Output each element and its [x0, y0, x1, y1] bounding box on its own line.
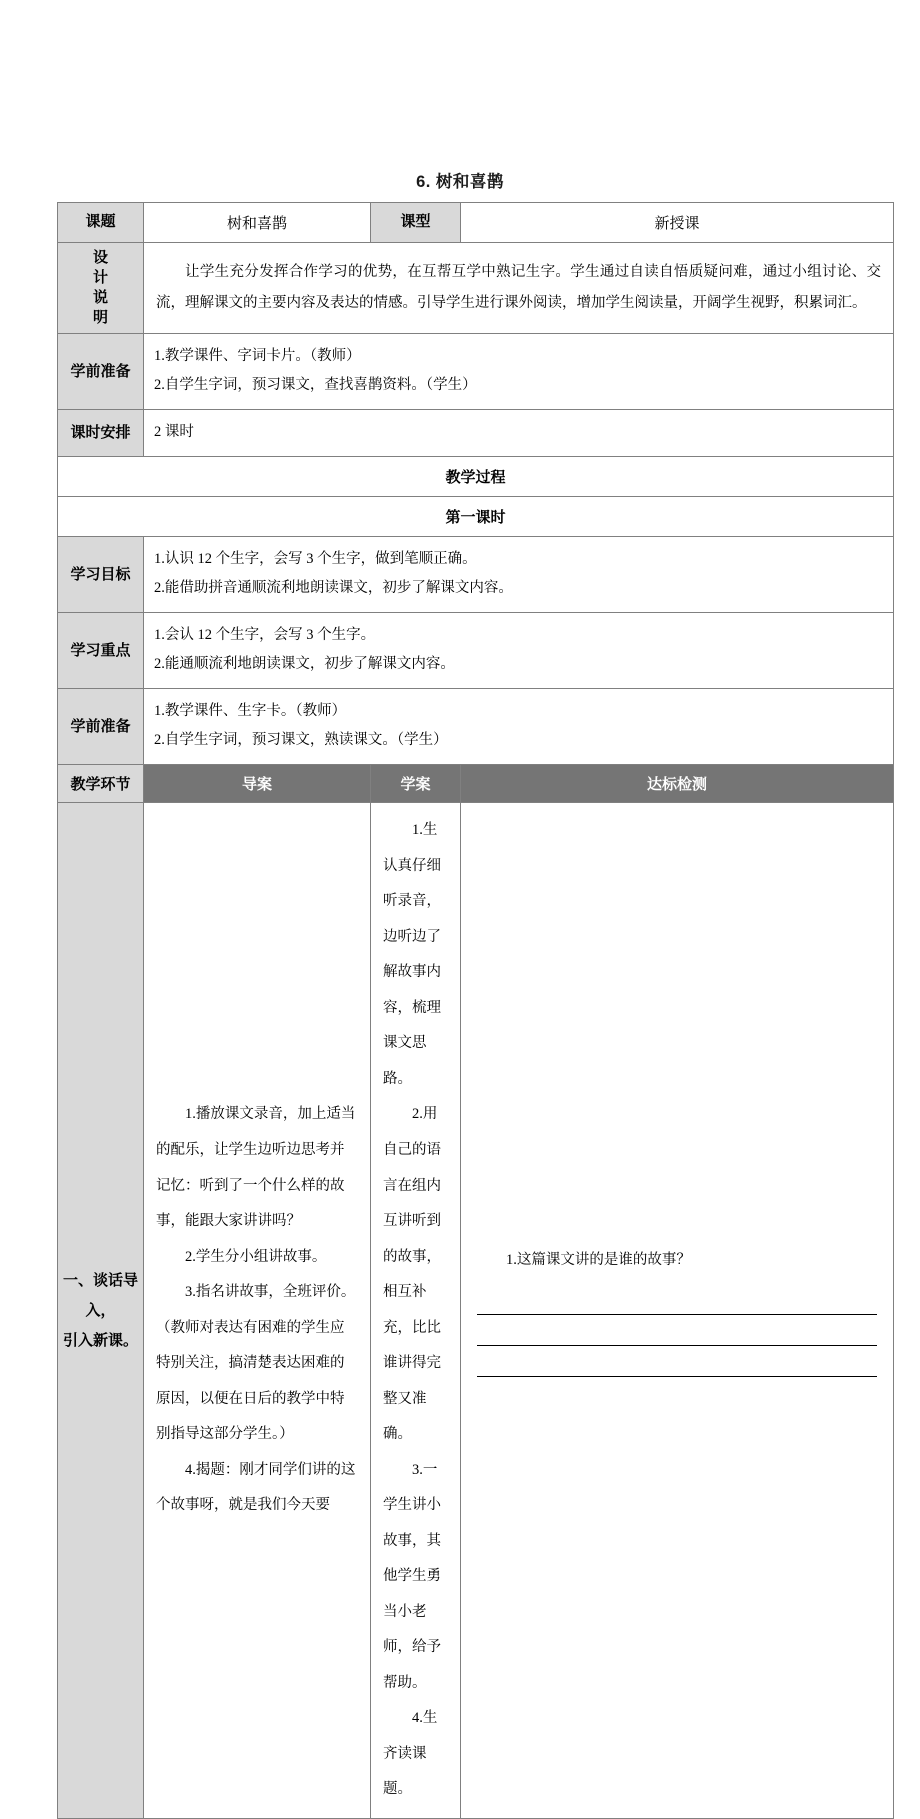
- design-label-char-1: 设: [92, 248, 108, 266]
- schedule-label: 课时安排: [58, 410, 144, 457]
- study-paragraph-3: 3.一学生讲小故事，其他学生勇当小老师，给予帮助。: [383, 1461, 441, 1691]
- guide-paragraph-2: 2.学生分小组讲故事。: [185, 1248, 327, 1265]
- focus-items-cell: [144, 613, 894, 689]
- stage-one-label: [58, 803, 144, 1818]
- table-row-schedule: [58, 410, 894, 457]
- focus-item-2: 2.能通顺流利地朗读课文，初步了解课文内容。: [154, 656, 455, 673]
- prepare-item-2: 2.自学生字词，预习课文，查找喜鹊资料。（学生）: [154, 377, 477, 394]
- schedule-value-cell: [144, 410, 894, 457]
- period-prepare-item-2: 2.自学生字词，预习课文，熟读课文。（学生）: [154, 732, 448, 749]
- guide-paragraph-5: 4.揭题：刚才同学们讲的这个故事呀，就是我们今天要: [156, 1461, 356, 1514]
- stage-one-label-line-2: 引入新课。: [62, 1331, 138, 1349]
- process-section-title: 教学过程: [58, 457, 894, 497]
- column-header-study: 学案: [371, 765, 461, 803]
- design-description-cell: [144, 243, 894, 334]
- focus-item-1: 1.会认 12 个生字，会写 3 个生字。: [154, 627, 376, 644]
- table-row-period-prepare: [58, 689, 894, 765]
- study-paragraph-2: 2.用自己的语言在组内互讲听到的故事，相互补充，比比谁讲得完整又准确。: [383, 1106, 441, 1443]
- lesson-type-value: 新授课: [461, 203, 894, 243]
- answer-line-1[interactable]: [477, 1284, 877, 1315]
- lesson-type-label: 课型: [371, 203, 461, 243]
- period-title: 第一课时: [58, 497, 894, 537]
- prepare-items-cell: [144, 334, 894, 410]
- study-paragraph-4: 4.生齐读课题。: [383, 1710, 438, 1798]
- page-title: 6. 树和喜鹊: [416, 173, 504, 191]
- table-row-period-title: [58, 497, 894, 537]
- stage-one-guide-cell: [144, 803, 371, 1818]
- objective-label: 学习目标: [58, 537, 144, 613]
- stage-one-test-cell: [461, 803, 894, 1818]
- study-paragraph-1: 1.生认真仔细听录音，边听边了解故事内容，梳理课文思路。: [383, 822, 441, 1087]
- table-row-focus: [58, 613, 894, 689]
- column-header-stage: 教学环节: [58, 765, 144, 803]
- table-row-prepare: [58, 334, 894, 410]
- period-prepare-item-1: 1.教学课件、生字卡。（教师）: [154, 703, 347, 720]
- prepare-item-1: 1.教学课件、字词卡片。（教师）: [154, 348, 361, 365]
- topic-value: 树和喜鹊: [144, 203, 371, 243]
- period-prepare-items-cell: [144, 689, 894, 765]
- column-header-test: 达标检测: [461, 765, 894, 803]
- period-prepare-label: 学前准备: [58, 689, 144, 765]
- answer-line-2[interactable]: [477, 1315, 877, 1346]
- table-row-stage-one: [58, 803, 894, 1818]
- table-row-design: [58, 243, 894, 334]
- test-question-1: 1.这篇课文讲的是谁的故事？: [506, 1252, 691, 1269]
- design-description-text: 让学生充分发挥合作学习的优势，在互帮互学中熟记生字。学生通过自读自悟质疑问难，通过小组讨论、交流，理解课文的主要内容及表达的情感。引导学生进行课外阅读，增加学生阅读量，开阔学生视野，积累词汇。: [156, 264, 881, 312]
- guide-paragraph-4: （教师对表达有困难的学生应特别关注，搞清楚表达困难的原因，以便在日后的教学中特别指导这部分学生。）: [156, 1319, 345, 1443]
- table-row-column-headers: [58, 765, 894, 803]
- answer-line-3[interactable]: [477, 1346, 877, 1377]
- design-label-char-3: 说: [92, 289, 108, 307]
- stage-one-study-cell: [371, 803, 461, 1818]
- table-row-topic: [58, 203, 894, 243]
- topic-label: 课题: [58, 203, 144, 243]
- column-header-guide: 导案: [144, 765, 371, 803]
- table-row-process-title: [58, 457, 894, 497]
- stage-one-label-line-1: 一、谈话导入，: [62, 1271, 138, 1319]
- lesson-plan-table: [57, 202, 894, 1819]
- design-label: [58, 243, 144, 334]
- schedule-value: 2 课时: [154, 424, 194, 441]
- guide-paragraph-3: 3.指名讲故事，全班评价。: [185, 1284, 356, 1301]
- objective-item-1: 1.认识 12 个生字，会写 3 个生字，做到笔顺正确。: [154, 551, 477, 568]
- design-label-char-2: 计: [92, 268, 108, 286]
- design-label-char-4: 明: [92, 309, 108, 327]
- objective-items-cell: [144, 537, 894, 613]
- table-row-objectives: [58, 537, 894, 613]
- guide-paragraph-1: 1.播放课文录音，加上适当的配乐，让学生边听边思考并记忆：听到了一个什么样的故事，能跟大家讲讲吗？: [156, 1106, 356, 1230]
- focus-label: 学习重点: [58, 613, 144, 689]
- prepare-label: 学前准备: [58, 334, 144, 410]
- objective-item-2: 2.能借助拼音通顺流利地朗读课文，初步了解课文内容。: [154, 580, 513, 597]
